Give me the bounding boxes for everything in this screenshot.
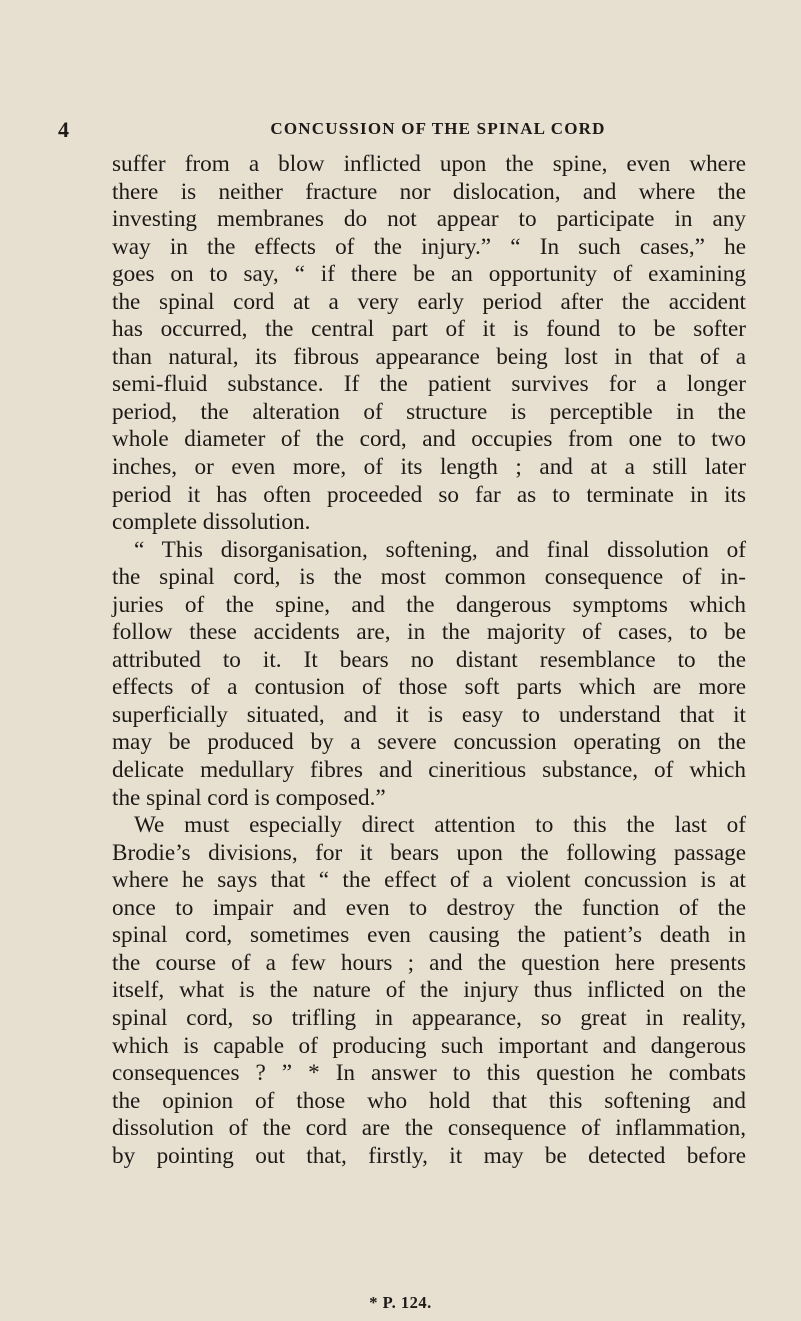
text-line: once to impair and even to destroy the function of the bbox=[112, 894, 746, 921]
text-line: itself, what is the nature of the injury thus inflicted on the bbox=[112, 977, 746, 1004]
text-line: superficially situated, and it is easy to understand that it bbox=[112, 701, 746, 728]
text-line: may be produced by a severe concussion operating on the bbox=[112, 729, 746, 756]
text-line: investing membranes do not appear to participate in any bbox=[112, 206, 746, 233]
text-line: Brodie’s divisions, for it bears upon the following passage bbox=[112, 839, 746, 866]
text-line: semi-fluid substance. If the patient survives for a longer bbox=[112, 371, 746, 398]
text-line: whole diameter of the cord, and occupies from one to two bbox=[112, 426, 746, 453]
text-line: the spinal cord, is the most common consequence of in- bbox=[112, 564, 746, 591]
text-line: the opinion of those who hold that this softening and bbox=[112, 1087, 746, 1114]
text-line: goes on to say, “ if there be an opportunity of examining bbox=[112, 261, 746, 288]
text-line: spinal cord, so trifling in appearance, so great in reality, bbox=[112, 1004, 746, 1031]
text-line: inches, or even more, of its length ; and at a still later bbox=[112, 454, 746, 481]
text-line: effects of a contusion of those soft parts which are more bbox=[112, 674, 746, 701]
text-line: consequences ? ” * In answer to this question he combats bbox=[112, 1060, 746, 1087]
text-line: complete dissolution. bbox=[112, 509, 311, 536]
footnote: * P. 124. bbox=[369, 1293, 432, 1312]
text-line: juries of the spine, and the dangerous symptoms which bbox=[112, 591, 746, 618]
text-line: delicate medullary fibres and cineritious substance, of which bbox=[112, 757, 746, 784]
text-line: there is neither fracture nor dislocation, and where the bbox=[112, 178, 746, 205]
text-line: follow these accidents are, in the majority of cases, to be bbox=[112, 619, 746, 646]
page-header bbox=[58, 117, 748, 143]
text-line: attributed to it. It bears no distant resemblance to the bbox=[112, 646, 746, 673]
text-line: has occurred, the central part of it is found to be softer bbox=[112, 316, 746, 343]
text-line: spinal cord, sometimes even causing the patient’s death in bbox=[112, 922, 746, 949]
paragraph-start-line: We must especially direct attention to this the last of bbox=[134, 812, 746, 839]
text-line: than natural, its fibrous appearance being lost in that of a bbox=[112, 343, 746, 370]
text-line: the spinal cord is composed.” bbox=[112, 784, 386, 811]
running-title: CONCUSSION OF THE SPINAL CORD bbox=[270, 119, 606, 138]
text-line: which is capable of producing such important and dangerous bbox=[112, 1032, 746, 1059]
text-line: period, the alteration of structure is perceptible in the bbox=[112, 398, 746, 425]
text-line: dissolution of the cord are the consequence of inflammation, bbox=[112, 1115, 746, 1142]
page-number: 4 bbox=[58, 117, 70, 142]
text-line: suffer from a blow inflicted upon the spine, even where bbox=[112, 151, 746, 177]
body-text bbox=[112, 151, 746, 1170]
text-line: way in the effects of the injury.” “ In such cases,” he bbox=[112, 233, 746, 260]
text-line: where he says that “ the effect of a violent concussion is at bbox=[112, 867, 746, 894]
paragraph-start-line: “ This disorganisation, softening, and final dissolution of bbox=[134, 536, 746, 563]
text-line: the spinal cord at a very early period after the accident bbox=[112, 288, 746, 315]
text-line: by pointing out that, firstly, it may be detected before bbox=[112, 1142, 746, 1169]
text-line: period it has often proceeded so far as to terminate in its bbox=[112, 481, 746, 508]
text-line: the course of a few hours ; and the question here presents bbox=[112, 949, 746, 976]
